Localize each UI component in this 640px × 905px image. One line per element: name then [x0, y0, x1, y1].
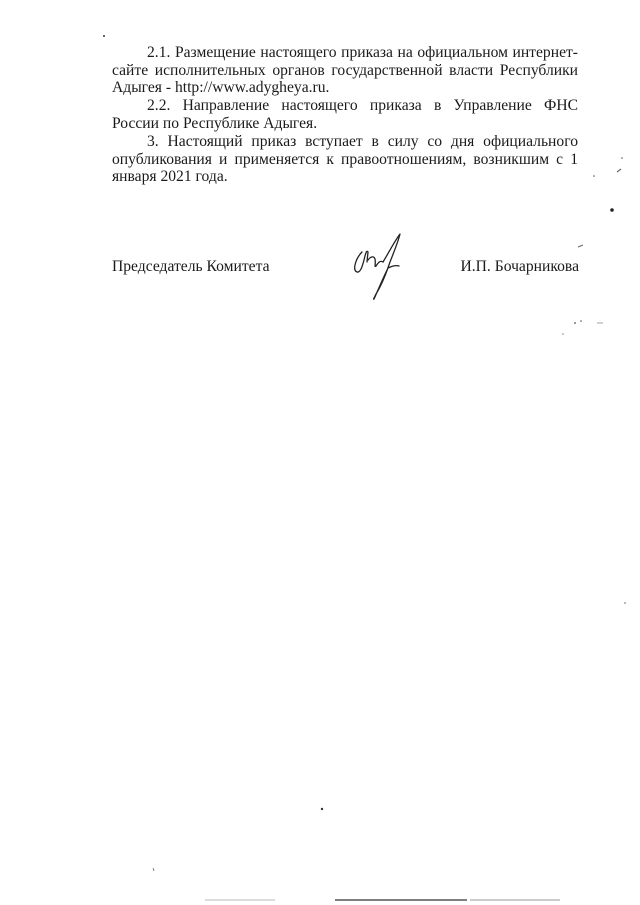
handwritten-signature — [348, 230, 408, 310]
paragraph-2-2: 2.2. Направление настоящего приказа в Управление ФНС России по Республике Адыгея. — [112, 97, 578, 132]
paragraph-3: 3. Настоящий приказ вступает в силу со дня официального опубликования и применяется к правоотношениям, возникшим с 1 января 2021 года. — [112, 133, 578, 186]
signatory-name: И.П. Бочарникова — [460, 258, 579, 275]
signatory-title: Председатель Комитета — [112, 258, 270, 275]
signature-block — [112, 258, 579, 278]
paragraph-2-1: 2.1. Размещение настоящего приказа на официальном интернет-сайте исполнительных органов государственной власти Республики Адыгея - http://www.adygheya.ru. — [112, 44, 578, 97]
